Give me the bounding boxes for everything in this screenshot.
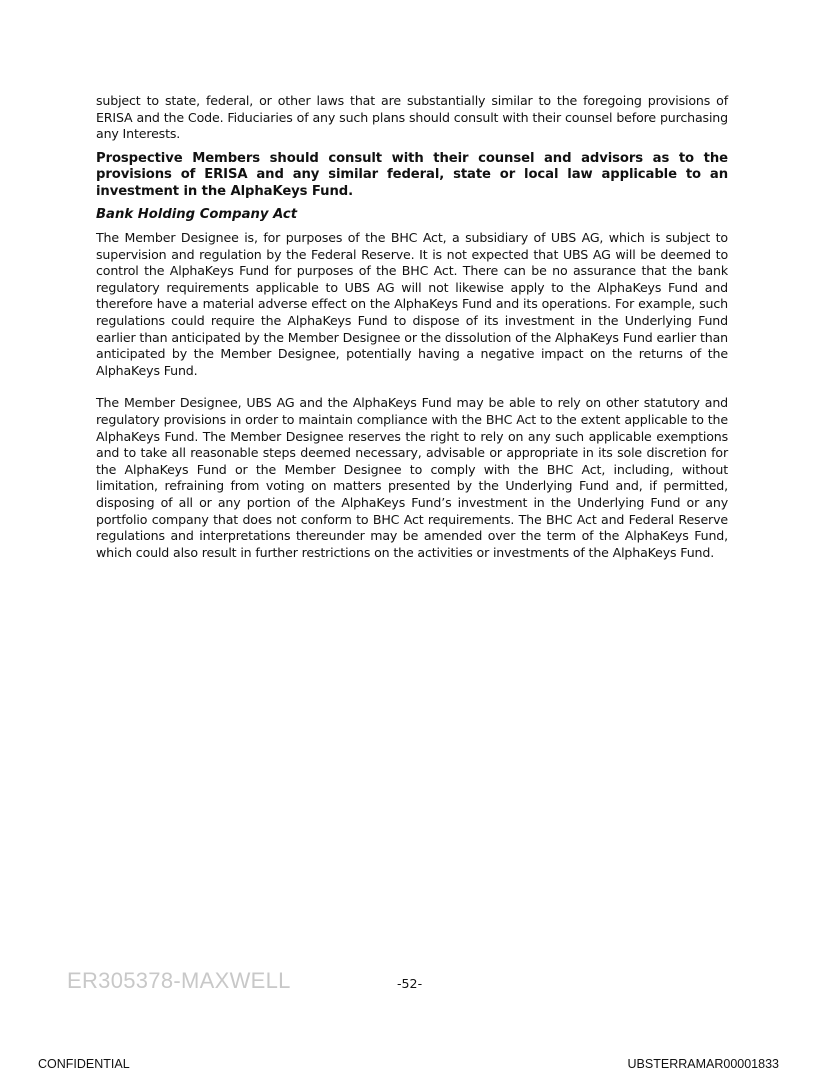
confidential-label: CONFIDENTIAL bbox=[38, 1057, 130, 1071]
paragraph-consult-advisors: Prospective Members should consult with their counsel and advisors as to the provisions of ERISA and any similar federal, state or local law applicable to an investment in the AlphaKeys Fund. bbox=[96, 150, 728, 199]
page-number: -52- bbox=[397, 976, 423, 991]
exhibit-stamp: ER305378-MAXWELL bbox=[67, 968, 291, 993]
document-body bbox=[96, 93, 728, 561]
section-heading-bhc-act: Bank Holding Company Act bbox=[96, 207, 298, 222]
bates-number: UBSTERRAMAR00001833 bbox=[627, 1057, 779, 1071]
paragraph-bhc-compliance: The Member Designee, UBS AG and the AlphaKeys Fund may be able to rely on other statutory and regulatory provisions in order to maintain compliance with the BHC Act to the extent applicable to the AlphaKeys Fund. The Member Designee reserves the right to rely on any such applicable exemptions and to take all reasonable steps deemed necessary, advisable or appropriate in its sole discretion for the AlphaKeys Fund or the Member Designee to comply with the BHC Act, including, without limitation, refraining from voting on matters presented by the Underlying Fund and, if permitted, disposing of all or any portion of the AlphaKeys Fund’s investment in the Underlying Fund or any portfolio company that does not conform to BHC Act requirements. The BHC Act and Federal Reserve regulations and interpretations thereunder may be amended over the term of the AlphaKeys Fund, which could also result in further restrictions on the activities or investments of the AlphaKeys Fund. bbox=[96, 395, 728, 560]
paragraph-erisa-continuation: subject to state, federal, or other laws that are substantially similar to the foregoing provisions of ERISA and the Code. Fiduciaries of any such plans should consult with their counsel before purchasing any Interests. bbox=[96, 93, 728, 142]
paragraph-bhc-subsidiary: The Member Designee is, for purposes of the BHC Act, a subsidiary of UBS AG, which is subject to supervision and regulation by the Federal Reserve. It is not expected that UBS AG will be deemed to control the AlphaKeys Fund for purposes of the BHC Act. There can be no assurance that the bank regulatory requirements applicable to UBS AG will not likewise apply to the AlphaKeys Fund and therefore have a material adverse effect on the AlphaKeys Fund and its operations. For example, such regulations could require the AlphaKeys Fund to dispose of its investment in the Underlying Fund earlier than anticipated by the Member Designee or the dissolution of the AlphaKeys Fund earlier than anticipated by the Member Designee, potentially having a negative impact on the returns of the AlphaKeys Fund. bbox=[96, 230, 728, 378]
